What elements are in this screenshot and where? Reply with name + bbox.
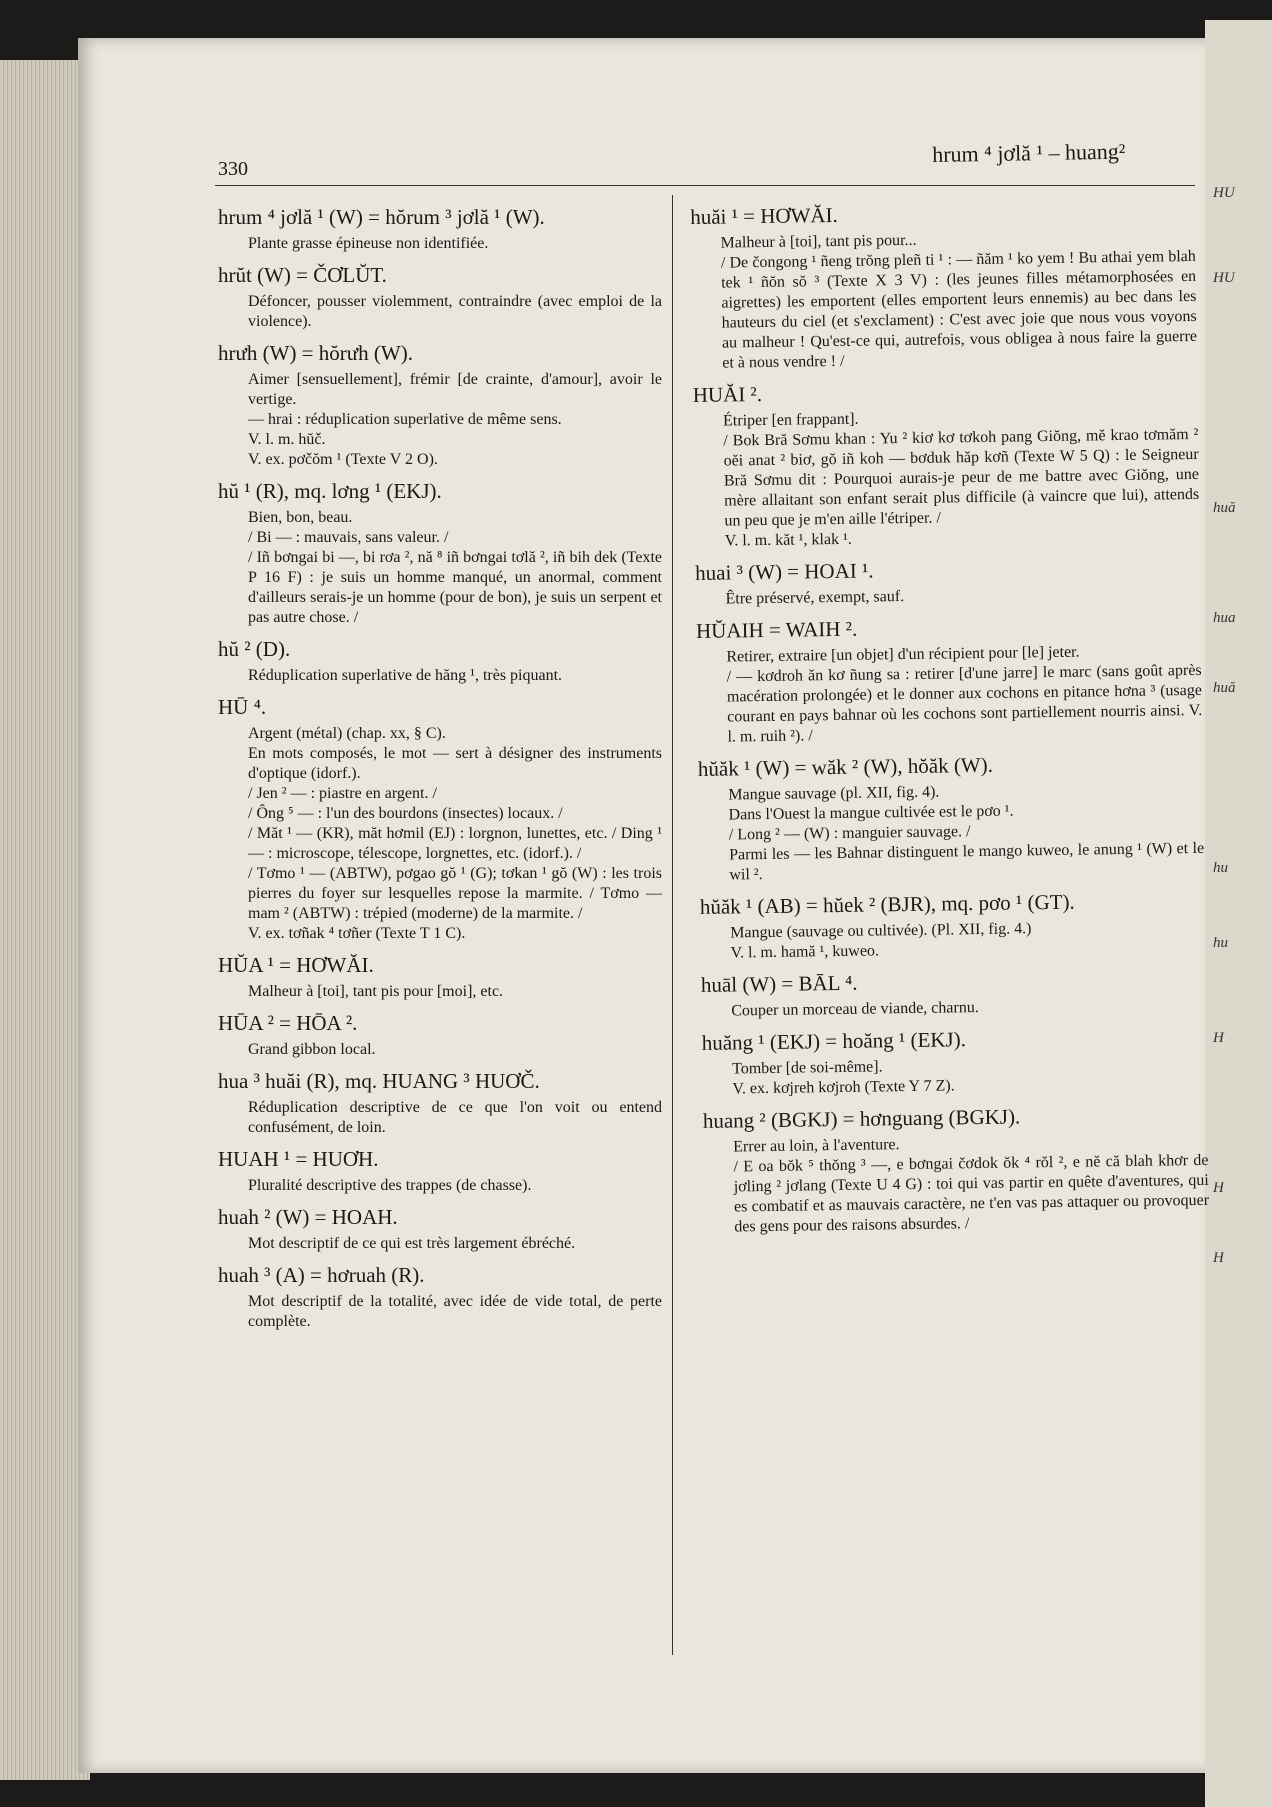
definition-line: Réduplication superlative de hăng ¹, très piquant. <box>248 667 563 684</box>
definition-line: Errer au loin, à l'aventure. <box>733 1136 900 1156</box>
next-page-text: huă <box>1213 500 1236 516</box>
entry-headword: HŬA ¹ = HƠWĂI. <box>218 953 374 977</box>
definition-line: Retirer, extraire [un objet] d'un récipient pour [le] jeter. <box>726 643 1080 666</box>
definition-line: V. ex. pơčŏm ¹ (Texte V 2 O). <box>248 451 438 468</box>
definition-line: Plante grasse épineuse non identifiée. <box>248 235 489 252</box>
definition-line: Dans l'Ouest la mangue cultivée est le pơo ¹. <box>728 802 1014 824</box>
left-column <box>218 200 662 1340</box>
dictionary-entry <box>218 1068 662 1138</box>
entry-definition <box>248 508 662 628</box>
entry-headword: huāl (W) = BĀL ⁴. <box>700 970 858 997</box>
definition-line: / Long ² — (W) : manguier sauvage. / <box>728 823 971 844</box>
dictionary-entry <box>690 197 1197 374</box>
dictionary-entry <box>218 1146 662 1196</box>
entry-headword: hua ³ huăi (R), mq. HUANG ³ HUƠČ. <box>218 1069 540 1093</box>
dictionary-entry <box>218 340 662 470</box>
entry-headword: HUĂI ². <box>692 382 763 407</box>
entry-headword: HŪA ² = HŌA ². <box>218 1011 358 1035</box>
entry-definition <box>248 234 662 254</box>
definition-line: / Iñ bơngai bi —, bi rơa ², nă ⁸ iñ bơngai tơlă ², iñ bih dek (Texte P 16 F) : je suis un homme manqué, un anormal, comment d'ailleurs serais-je un homme (pour de bon), je suis un serpent et pas autre chose. / <box>248 549 662 626</box>
entry-headword: hŭ ² (D). <box>218 637 291 661</box>
definition-line: Mot descriptif de la totalité, avec idée de vide total, de perte complète. <box>248 1293 662 1330</box>
entry-definition <box>248 370 662 470</box>
definition-line: Couper un morceau de viande, charnu. <box>731 999 979 1020</box>
dictionary-entry <box>218 204 662 254</box>
definition-line: / Bok Bră Sơmu khan : Yu ² kiơ kơ tơkoh pang Giŏng, mĕ krao tơmăm ² oĕi anat ² biơ, gŏ iñ koh — bơduk hăp kơñ (Texte W 5 Q) : le Seigneur Bră Sơmu dit : Pourquoi aurais-je peur de me battre avec Giŏng, une mère allaitant son enfant serait plus difficile (à vaincre que lui), attends un peu que je m'en aille l'étriper. / <box>723 425 1200 530</box>
definition-line: / Măt ¹ — (KR), măt hơmil (EJ) : lorgnon, lunettes, etc. / Ding ¹ — : microscope, télescope, lorgnettes, etc. (idorf.). / <box>248 825 662 862</box>
next-page-text: huă <box>1213 680 1236 696</box>
definition-line: Être préservé, exempt, sauf. <box>725 588 905 608</box>
dictionary-entry <box>218 952 662 1002</box>
definition-line: Parmi les — les Bahnar distinguent le mango kuweo, le anung ¹ (W) et le wil ². <box>729 839 1205 884</box>
definition-line: Grand gibbon local. <box>248 1041 376 1058</box>
entry-headword: HŬAIH = WAIH ². <box>695 616 858 643</box>
next-page-text: H <box>1213 1250 1224 1266</box>
entry-definition <box>248 292 662 332</box>
dictionary-entry <box>218 636 662 686</box>
entry-headword: huang ² (BGKJ) = hơnguang (BGKJ). <box>702 1104 1021 1133</box>
dictionary-entry <box>218 1010 662 1060</box>
definition-line: V. ex. kơjreh kơjroh (Texte Y 7 Z). <box>732 1077 955 1098</box>
definition-line: Malheur à [toi], tant pis pour [moi], etc. <box>248 983 504 1000</box>
entry-headword: huah ³ (A) = hơruah (R). <box>218 1263 425 1287</box>
entry-definition <box>248 1040 662 1060</box>
next-page-text: hu <box>1213 860 1228 876</box>
entry-headword: hrưh (W) = hŏrưh (W). <box>218 341 413 365</box>
dictionary-entry <box>702 1023 1208 1100</box>
definition-line: Bien, bon, beau. <box>248 509 353 526</box>
definition-line: / Tơmo ¹ — (ABTW), pơgao gŏ ¹ (G); tơkan ¹ gŏ (W) : les trois pierres du foyer sur lesquelles repose la marmite. / Tơmo — mam ² (ABTW) : trépied (moderne) de la marmite. / <box>248 865 662 922</box>
definition-line: Mot descriptif de ce qui est très largement ébréché. <box>248 1235 576 1252</box>
entry-headword: huăng ¹ (EKJ) = hoăng ¹ (EKJ). <box>701 1027 967 1055</box>
entry-headword: huai ³ (W) = HOAI ¹. <box>695 558 874 585</box>
entry-headword: HUAH ¹ = HUƠH. <box>218 1147 379 1171</box>
entry-headword: hrŭt (W) = ČƠLŬT. <box>218 263 387 287</box>
definition-line: Aimer [sensuellement], frémir [de crainte, d'amour], avoir le vertige. <box>248 371 662 408</box>
entry-headword: HŪ ⁴. <box>218 695 267 719</box>
entry-definition <box>730 917 1206 964</box>
dictionary-entry <box>701 965 1207 1022</box>
definition-line: Pluralité descriptive des trappes (de chasse). <box>248 1177 532 1194</box>
entry-definition <box>725 583 1200 610</box>
entry-headword: hŭăk ¹ (AB) = hŭek ² (BJR), mq. pơo ¹ (GT). <box>699 889 1075 919</box>
definition-line: Défoncer, pousser violemment, contraindre (avec emploi de la violence). <box>248 293 662 330</box>
next-page-text: HU <box>1213 270 1235 286</box>
book-page-edges <box>0 60 90 1780</box>
dictionary-entry <box>698 749 1205 886</box>
definition-line: Tomber [de soi-même]. <box>732 1058 883 1078</box>
entry-definition <box>248 1176 662 1196</box>
entry-definition <box>248 724 662 944</box>
definition-line: Malheur à [toi], tant pis pour... <box>720 231 917 252</box>
definition-line: Mangue (sauvage ou cultivée). (Pl. XII, fig. 4.) <box>730 920 1032 942</box>
definition-line: / Bi — : mauvais, sans valeur. / <box>248 529 449 546</box>
next-page-text: H <box>1213 1030 1224 1046</box>
dictionary-entry <box>695 553 1201 610</box>
definition-line: / Ông ⁵ — : l'un des bourdons (insectes) locaux. / <box>248 805 563 822</box>
entry-definition <box>726 641 1202 748</box>
definition-line: V. l. m. hŭč. <box>248 431 326 448</box>
dictionary-entry <box>218 262 662 332</box>
entry-definition <box>248 1098 662 1138</box>
definition-line: / De čongong ¹ ñeng trŏng pleñ ti ¹ : — ñăm ¹ ko yem ! Bu athai yem blah tek ¹ ñŏn sŏ ³ (Texte X 3 V) : (les jeunes filles métamorphosées en aigrettes) les emportent (elles emportent leurs ennemis) au bec dans les hauteurs du ciel (et s'exclament) : C'est avec joie que nous vous voyons au malheur ! Qu'est-ce qui, autrefois, vous obligea à nous faire la guerre et à nous vendre ! / <box>720 247 1198 372</box>
definition-line: Étriper [en frappant]. <box>722 410 859 430</box>
entry-headword: huah ² (W) = HOAH. <box>218 1205 398 1229</box>
definition-line: En mots composés, le mot — sert à désigner des instruments d'optique (idorf.). <box>248 745 662 782</box>
definition-line: / E oa bŏk ⁵ thŏng ³ —, e bơngai čơdok ŏk ⁴ rŏl ², e nĕ că blah khơr de jơling ² jơlang (Texte U 4 G) : toi qui vas partir en quête d'aventures, qui es combatif et as mauvais caractère, ne t'en vas pas attaquer ou provoquer des gens pour des raisons absurdes. / <box>733 1151 1210 1236</box>
definition-line: V. ex. tơñak ⁴ tơñer (Texte T 1 C). <box>248 925 466 942</box>
entry-headword: hrum ⁴ jơlă ¹ (W) = hŏrum ³ jơlă ¹ (W). <box>218 205 545 229</box>
definition-line: / Jen ² — : piastre en argent. / <box>248 785 437 802</box>
next-page-fragment <box>1205 20 1272 1807</box>
entry-definition <box>728 779 1204 886</box>
dictionary-entry <box>218 694 662 944</box>
entry-definition <box>248 982 662 1002</box>
header-rule <box>215 185 1195 186</box>
entry-headword: hŭăk ¹ (W) = wăk ² (W), hŏăk (W). <box>697 752 994 781</box>
definition-line: Argent (métal) (chap. xx, § C). <box>248 725 446 742</box>
dictionary-entry <box>218 1262 662 1332</box>
dictionary-entry <box>700 887 1206 964</box>
dictionary-entry <box>218 1204 662 1254</box>
dictionary-entry <box>696 611 1203 748</box>
entry-definition <box>248 1234 662 1254</box>
entry-definition <box>720 227 1197 374</box>
running-head: hrum ⁴ jơlă ¹ – huang² <box>932 138 1126 167</box>
dictionary-entry <box>218 478 662 628</box>
dictionary-entry <box>703 1101 1210 1238</box>
definition-line: — hrai : réduplication superlative de même sens. <box>248 411 562 428</box>
definition-line: Mangue sauvage (pl. XII, fig. 4). <box>728 783 940 804</box>
next-page-text: hu <box>1213 935 1228 951</box>
dictionary-entry <box>693 375 1200 552</box>
column-divider <box>672 195 673 1655</box>
definition-line: / — kơdroh ăn kơ ñung sa : retirer [d'une jarre] le marc (sans goût après macération prolongée) et le donner aux cochons en pitance hơna ³ (usage courant en pays bahnar où les cochons sont partiellement nourris ainsi. V. l. m. ruih ²). / <box>726 661 1203 746</box>
definition-line: Réduplication descriptive de ce que l'on voit ou entend confusément, de loin. <box>248 1099 662 1136</box>
next-page-text: H <box>1213 1180 1224 1196</box>
next-page-text: HU <box>1213 185 1235 201</box>
next-page-text: hua <box>1213 610 1236 626</box>
entry-definition <box>732 1053 1208 1100</box>
page-number: 330 <box>218 158 248 180</box>
definition-line: V. l. m. hamă ¹, kuweo. <box>730 942 880 962</box>
entry-headword: huăi ¹ = HƠWĂI. <box>690 202 838 229</box>
entry-definition <box>723 405 1200 552</box>
entry-definition <box>248 666 662 686</box>
entry-headword: hŭ ¹ (R), mq. lơng ¹ (EKJ). <box>218 479 442 503</box>
entry-definition <box>733 1131 1209 1238</box>
entry-definition <box>731 995 1206 1022</box>
entry-definition <box>248 1292 662 1332</box>
right-column <box>690 193 1210 1246</box>
definition-line: V. l. m. kăt ¹, klak ¹. <box>724 530 852 550</box>
